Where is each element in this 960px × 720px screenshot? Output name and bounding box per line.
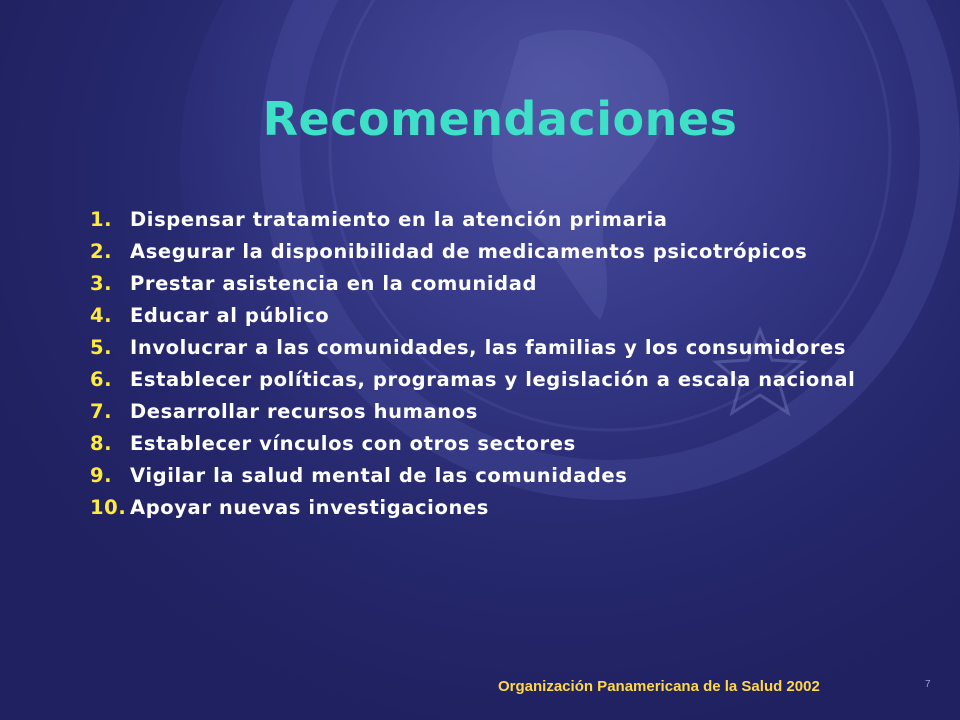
page-number: 7	[925, 679, 931, 690]
list-item	[90, 496, 880, 519]
slide-title: Recomendaciones	[262, 92, 738, 146]
item-number: 9.	[90, 464, 113, 487]
item-number: 10.	[90, 496, 127, 519]
item-number: 5.	[90, 336, 113, 359]
item-text: Prestar asistencia en la comunidad	[130, 272, 538, 295]
list-item	[90, 368, 880, 391]
list-item	[90, 400, 880, 423]
item-number: 8.	[90, 432, 113, 455]
footer-organization: Organización Panamericana de la Salud 2002	[498, 678, 820, 695]
list-item	[90, 432, 880, 455]
item-text: Apoyar nuevas investigaciones	[130, 496, 489, 519]
list-item	[90, 304, 880, 327]
item-text: Educar al público	[130, 304, 330, 327]
item-text: Establecer políticas, programas y legislación a escala nacional	[130, 368, 856, 391]
list-item	[90, 208, 880, 231]
item-text: Involucrar a las comunidades, las familias y los consumidores	[130, 336, 847, 359]
recommendations-list	[90, 208, 880, 528]
item-number: 2.	[90, 240, 113, 263]
list-item	[90, 272, 880, 295]
list-item	[90, 336, 880, 359]
item-text: Desarrollar recursos humanos	[130, 400, 478, 423]
item-text: Dispensar tratamiento en la atención primaria	[130, 208, 668, 231]
item-number: 3.	[90, 272, 113, 295]
item-text: Asegurar la disponibilidad de medicamentos psicotrópicos	[130, 240, 808, 263]
item-text: Establecer vínculos con otros sectores	[130, 432, 576, 455]
item-number: 4.	[90, 304, 113, 327]
list-item	[90, 464, 880, 487]
list-item	[90, 240, 880, 263]
item-number: 1.	[90, 208, 113, 231]
item-number: 7.	[90, 400, 113, 423]
item-number: 6.	[90, 368, 113, 391]
item-text: Vigilar la salud mental de las comunidades	[130, 464, 628, 487]
